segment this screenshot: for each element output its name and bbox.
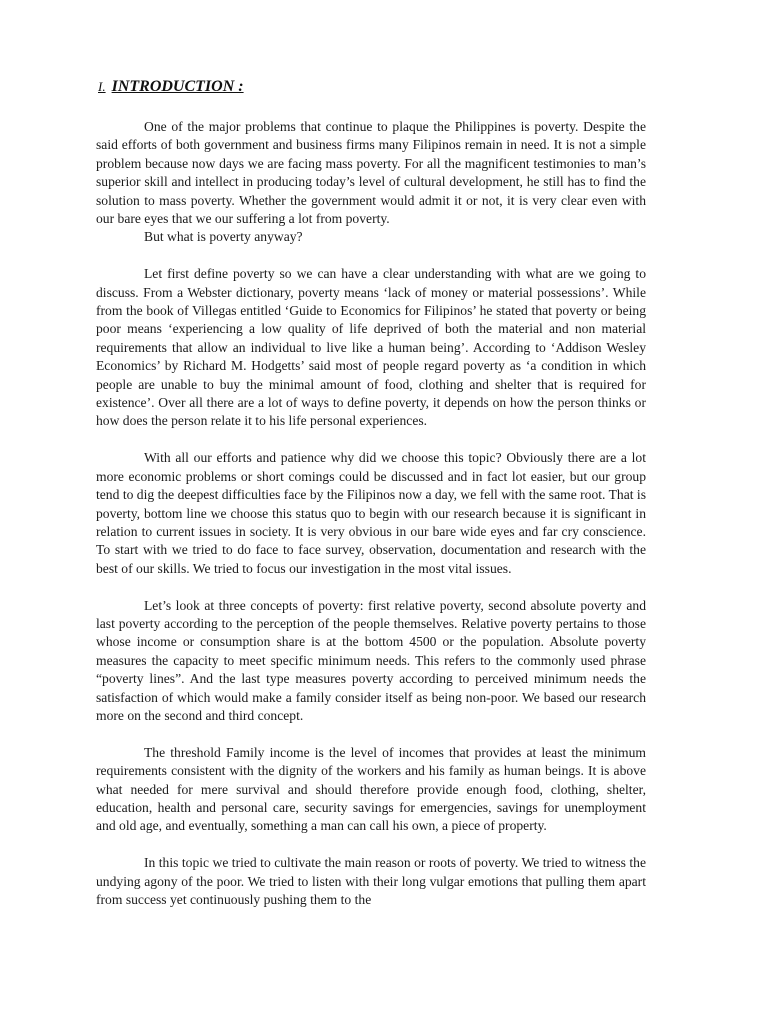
paragraph: Let’s look at three concepts of poverty: first relative poverty, second absolute poverty and last poverty according to the perception of the people themselves. Relative poverty pertains to those whose income or consumption share is at the bottom 4500 or the population. Absolute poverty measures the capacity to meet specific minimum needs. This refers to the commonly used phrase “poverty lines”. And the last type measures poverty according to perceived minimum needs the satisfaction of which would make a family consider itself as being non-poor. We based our research more on the second and third concept. bbox=[96, 597, 646, 723]
paragraph: With all our efforts and patience why did we choose this topic? Obviously there are a lot more economic problems or short comings could be discussed and in fact lot easier, but our group tend to dig the deepest difficulties face by the Filipinos now a day, we fell with the same root. That is poverty, bottom line we choose this status quo to begin with our research because it is significant in relation to current issues in society. It is very obvious in our bare wide eyes and far cry conscience. To start with we tried to do face to face survey, observation, documentation and research with the best of our skills. We tried to focus our investigation in the most vital issues. bbox=[96, 450, 646, 576]
paragraph: But what is poverty anyway? bbox=[144, 229, 303, 245]
paragraph: In this topic we tried to cultivate the main reason or roots of poverty. We tried to witness the undying agony of the poor. We tried to listen with their long vulgar emotions that pulling them apart from success yet continuously pushing them to the bbox=[96, 855, 646, 907]
paragraph: The threshold Family income is the level of incomes that provides at least the minimum requirements consistent with the dignity of the workers and his family as human beings. It is above what needed for mere survival and should therefore provide enough food, clothing, shelter, education, health and personal care, security savings for emergencies, savings for unemployment and old age, and eventually, something a man can call his own, a piece of property. bbox=[96, 744, 646, 834]
section-title: INTRODUCTION : bbox=[111, 78, 244, 95]
paragraph: Let first define poverty so we can have a clear understanding with what are we going to discuss. From a Webster dictionary, poverty means ‘lack of money or material possessions’. While from the book of Villegas entitled ‘Guide to Economics for Filipinos’ he stated that poverty or being poor means ‘experiencing a low quality of life deprived of both the material and non material requirements that allow an individual to live like a human being’. According to ‘Addison Wesley Economics’ by Richard M. Hodgetts’ said most of people regard poverty as ‘a condition in which people are unable to buy the minimal amount of food, clothing and shelter that is required for existence’. Over all there are a lot of ways to define poverty, it depends on how the person thinks or how does the person relate it to his life personal experiences. bbox=[96, 266, 646, 429]
section-number: I. bbox=[98, 79, 106, 94]
section-heading bbox=[98, 78, 244, 96]
paragraph: One of the major problems that continue to plaque the Philippines is poverty. Despite the said efforts of both government and business firms many Filipinos remain in need. It is not a simple problem because now days we are facing mass poverty. For all the magnificent testimonies to man’s superior skill and intellect in producing today’s level of cultural development, he still has to find the solution to mass poverty. Whether the government would admit it or not, it is very clear even with our bare eyes that we our suffering a lot from poverty. bbox=[96, 119, 646, 227]
document-body bbox=[96, 118, 646, 909]
